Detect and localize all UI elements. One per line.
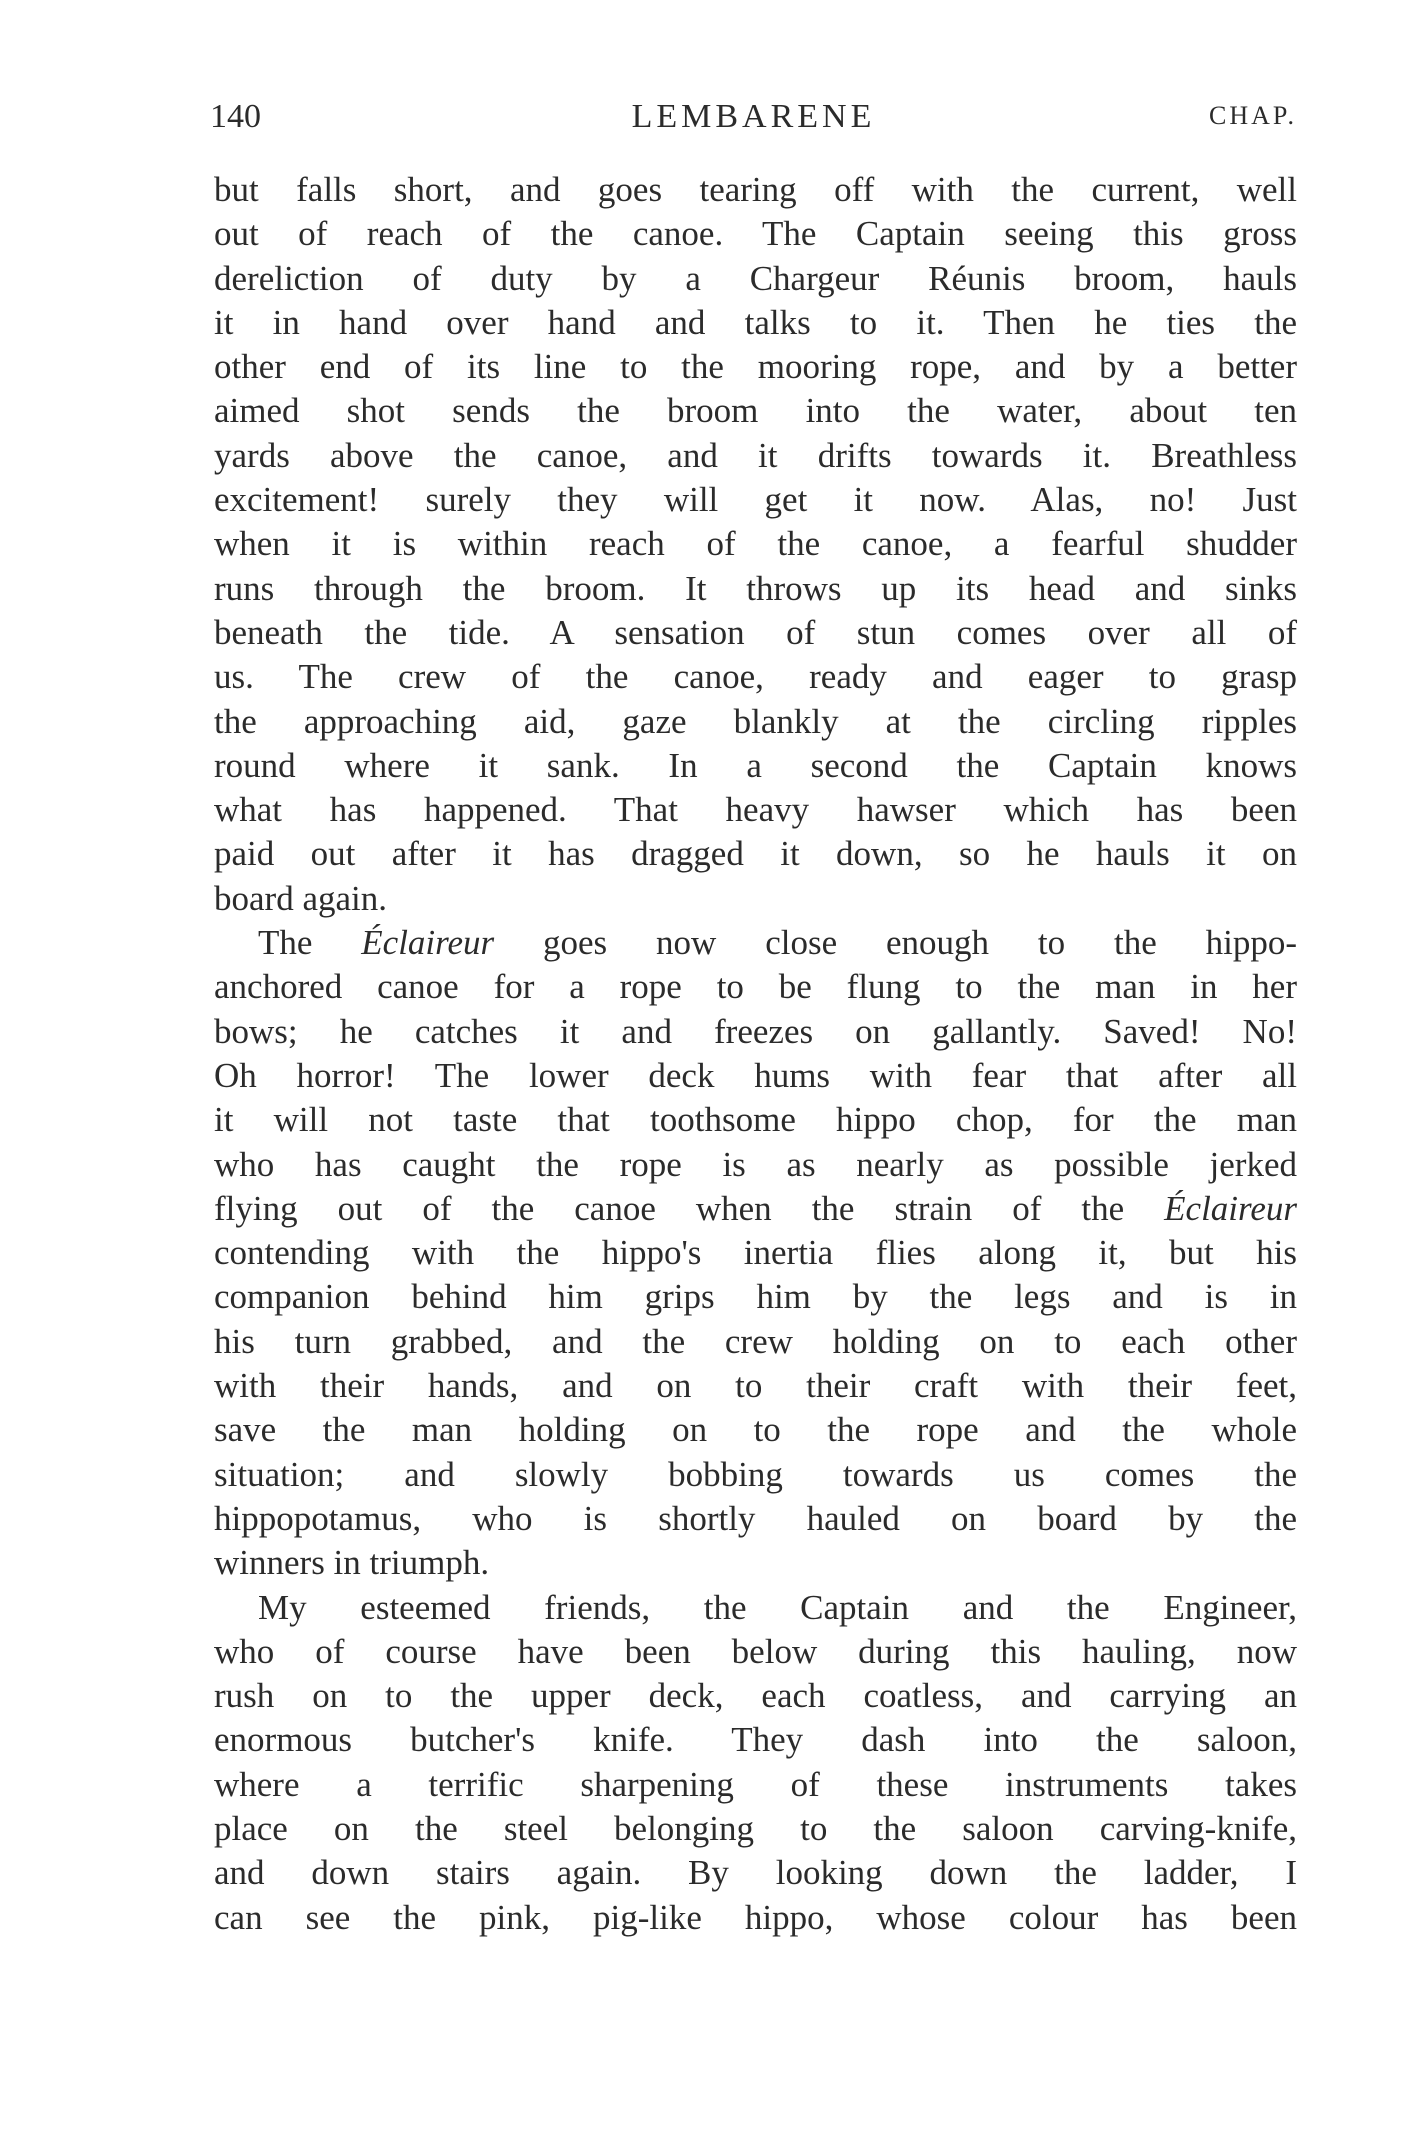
text-line: bows; he catches it and freezes on gallantly. Saved! No! [214,1011,1297,1051]
text-line: anchored canoe for a rope to be flung to the man in her [214,967,1297,1007]
text-line: other end of its line to the mooring rope, and by a better [214,347,1297,387]
text-line: with their hands, and on to their craft with their feet, [214,1366,1297,1406]
text-line: companion behind him grips him by the legs and is in [214,1277,1297,1317]
ship-name: Éclaireur [361,923,495,963]
text-line: yards above the canoe, and it drifts towards it. Breathless [214,435,1297,475]
text-line: where a terrific sharpening of these instruments takes [214,1764,1297,1804]
paragraph [214,921,1297,1585]
text-line: enormous butcher's knife. They dash into the saloon, [214,1720,1297,1760]
text-line: it will not taste that toothsome hippo chop, for the man [214,1100,1297,1140]
text-run: flying out of the canoe when the strain of the [214,1188,1165,1228]
text-line: Oh horror! The lower deck hums with fear that after all [214,1055,1297,1095]
text-line: out of reach of the canoe. The Captain seeing this gross [214,214,1297,254]
text-line: what has happened. That heavy hawser which has been [214,790,1297,830]
text-line: excitement! surely they will get it now. Alas, no! Just [214,480,1297,520]
text-line: contending with the hippo's inertia flies along it, but his [214,1233,1297,1273]
paragraph [214,1586,1297,1940]
text-line: the approaching aid, gaze blankly at the circling ripples [214,701,1297,741]
text-line: it in hand over hand and talks to it. Then he ties the [214,302,1297,342]
text-line: dereliction of duty by a Chargeur Réunis broom, hauls [214,258,1297,298]
running-head [210,98,1297,148]
text-line: board again. [214,878,387,918]
text-line: runs through the broom. It throws up its head and sinks [214,568,1297,608]
text-line: when it is within reach of the canoe, a fearful shudder [214,524,1297,564]
text-line: beneath the tide. A sensation of stun comes over all of [214,612,1297,652]
text-line: round where it sank. In a second the Captain knows [214,745,1297,785]
text-line: aimed shot sends the broom into the water, about ten [214,391,1297,431]
body-text [214,168,1297,1940]
text-line: winners in triumph. [214,1543,490,1583]
text-line: who of course have been below during this hauling, now [214,1631,1297,1671]
text-line [214,1187,1297,1231]
text-line: rush on to the upper deck, each coatless, and carrying an [214,1676,1297,1716]
text-line: paid out after it has dragged it down, so he hauls it on [214,834,1297,874]
text-line: hippopotamus, who is shortly hauled on board by the [214,1498,1297,1538]
text-line: save the man holding on to the rope and the whole [214,1410,1297,1450]
text-line: and down stairs again. By looking down the ladder, I [214,1853,1297,1893]
text-line: can see the pink, pig-like hippo, whose colour has been [214,1897,1297,1937]
text-line: situation; and slowly bobbing towards us comes the [214,1454,1297,1494]
text-line: us. The crew of the canoe, ready and eager to grasp [214,657,1297,697]
text-run: The [258,923,362,963]
running-title: LEMBARENE [631,98,876,135]
page-number: 140 [210,98,261,135]
text-line: My esteemed friends, the Captain and the Engineer, [258,1587,1297,1627]
ship-name: Éclaireur [1164,1188,1297,1228]
text-line [214,921,1297,965]
text-line: who has caught the rope is as nearly as possible jerked [214,1144,1297,1184]
text-run: goes now close enough to the hippo- [494,923,1297,963]
text-line: but falls short, and goes tearing off with the current, well [214,170,1297,209]
text-line: place on the steel belonging to the saloon carving-knife, [214,1808,1297,1848]
paragraph [214,168,1297,921]
chapter-mark: CHAP. [1209,101,1297,130]
text-line: his turn grabbed, and the crew holding on to each other [214,1321,1297,1361]
